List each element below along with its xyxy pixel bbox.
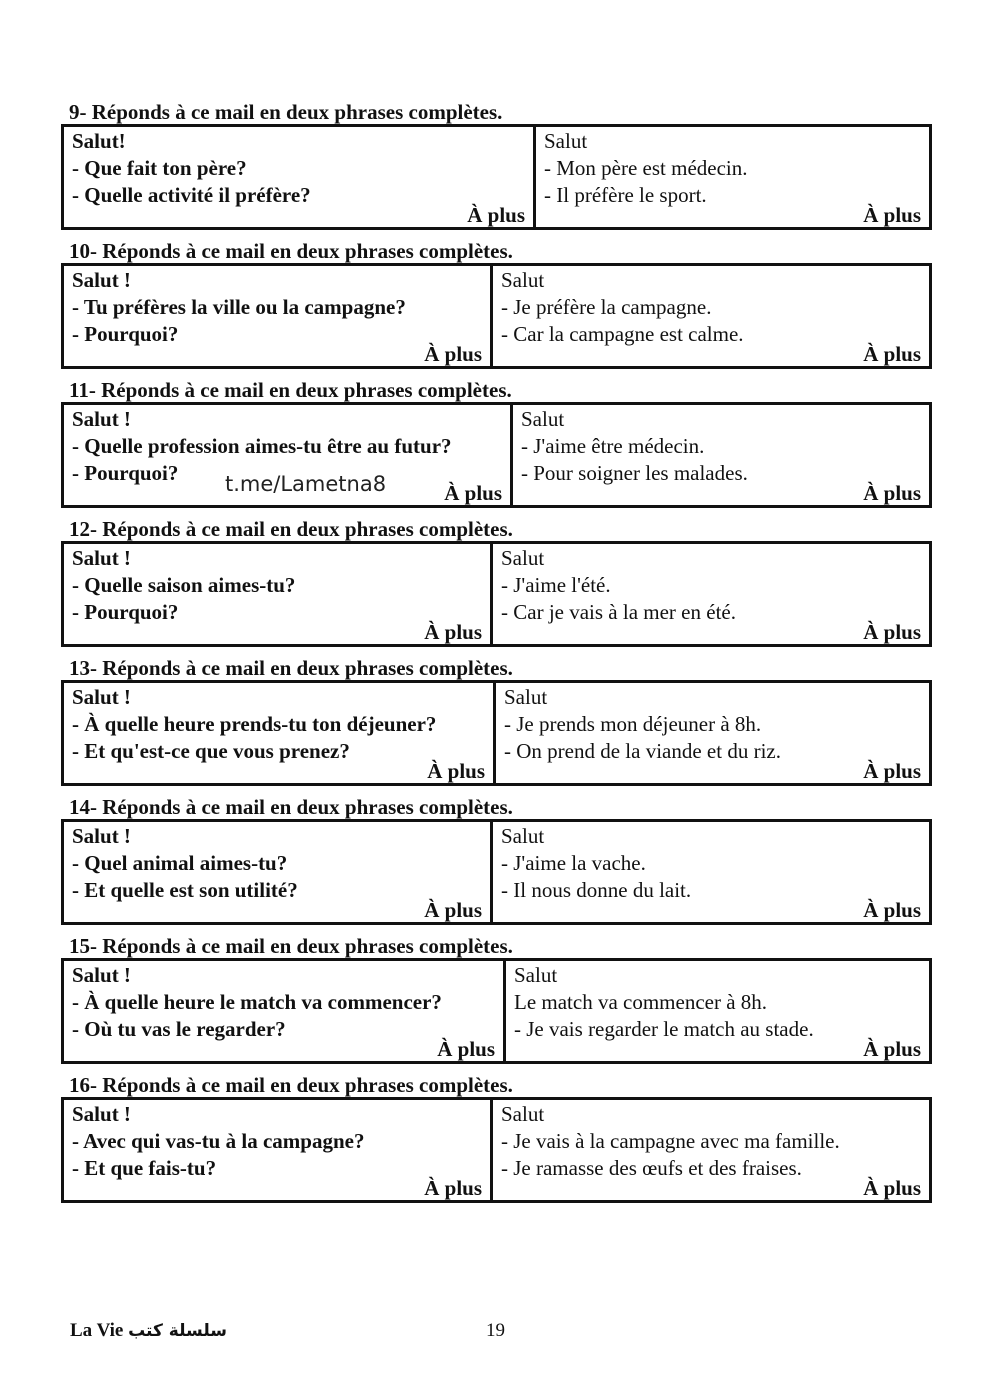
mail-closing: À plus bbox=[424, 620, 482, 644]
exercise-10 bbox=[61, 239, 932, 369]
exercise-16 bbox=[61, 1073, 932, 1203]
mail-greeting: Salut ! bbox=[72, 546, 131, 570]
mail-line: - Mon père est médecin. bbox=[544, 156, 748, 180]
mail-closing: À plus bbox=[424, 898, 482, 922]
question-mail bbox=[64, 127, 536, 227]
mail-closing: À plus bbox=[863, 898, 921, 922]
mail-line: - À quelle heure prends-tu ton déjeuner? bbox=[72, 712, 437, 736]
exercise-title: 11- Réponds à ce mail en deux phrases complètes. bbox=[69, 378, 512, 402]
mail-box bbox=[61, 1097, 932, 1203]
mail-box bbox=[61, 263, 932, 369]
answer-mail bbox=[493, 544, 929, 644]
footer-series bbox=[70, 1320, 227, 1342]
mail-greeting: Salut ! bbox=[72, 824, 131, 848]
mail-greeting: Salut bbox=[501, 546, 545, 570]
mail-greeting: Salut bbox=[501, 1102, 545, 1126]
page-number: 19 bbox=[486, 1320, 505, 1341]
mail-greeting: Salut bbox=[521, 407, 565, 431]
watermark-link: t.me/Lametna8 bbox=[225, 472, 387, 496]
mail-line: - Je prends mon déjeuner à 8h. bbox=[504, 712, 762, 736]
mail-line: - Il nous donne du lait. bbox=[501, 878, 692, 902]
mail-line: - Et que fais-tu? bbox=[72, 1156, 217, 1180]
answer-mail bbox=[493, 266, 929, 366]
mail-line: - Car je vais à la mer en été. bbox=[501, 600, 736, 624]
mail-greeting: Salut bbox=[501, 824, 545, 848]
mail-box bbox=[61, 402, 932, 508]
mail-greeting: Salut bbox=[504, 685, 548, 709]
exercise-15 bbox=[61, 934, 932, 1064]
exercise-11 bbox=[61, 378, 932, 508]
mail-box bbox=[61, 541, 932, 647]
question-mail bbox=[64, 544, 493, 644]
mail-line: - Il préfère le sport. bbox=[544, 183, 707, 207]
mail-line: - Je ramasse des œufs et des fraises. bbox=[501, 1156, 802, 1180]
answer-mail bbox=[493, 822, 929, 922]
mail-box bbox=[61, 958, 932, 1064]
mail-closing: À plus bbox=[863, 620, 921, 644]
answer-mail bbox=[493, 1100, 929, 1200]
exercise-title: 13- Réponds à ce mail en deux phrases complètes. bbox=[69, 656, 513, 680]
mail-closing: À plus bbox=[444, 481, 502, 505]
exercise-title: 12- Réponds à ce mail en deux phrases complètes. bbox=[69, 517, 513, 541]
mail-line: - Pour soigner les malades. bbox=[521, 461, 748, 485]
mail-closing: À plus bbox=[863, 759, 921, 783]
exercise-title: 9- Réponds à ce mail en deux phrases complètes. bbox=[69, 100, 503, 124]
mail-greeting: Salut ! bbox=[72, 1102, 131, 1126]
exercise-title: 10- Réponds à ce mail en deux phrases complètes. bbox=[69, 239, 513, 263]
mail-line: - Et quelle est son utilité? bbox=[72, 878, 298, 902]
question-mail bbox=[64, 822, 493, 922]
mail-line: - Quelle saison aimes-tu? bbox=[72, 573, 296, 597]
mail-line: - Car la campagne est calme. bbox=[501, 322, 744, 346]
exercise-9 bbox=[61, 100, 932, 230]
exercise-title: 16- Réponds à ce mail en deux phrases complètes. bbox=[69, 1073, 513, 1097]
mail-line: - J'aime être médecin. bbox=[521, 434, 705, 458]
mail-box bbox=[61, 124, 932, 230]
answer-mail bbox=[506, 961, 929, 1061]
exercise-13 bbox=[61, 656, 932, 786]
exercise-title: 14- Réponds à ce mail en deux phrases complètes. bbox=[69, 795, 513, 819]
question-mail bbox=[64, 1100, 493, 1200]
mail-closing: À plus bbox=[437, 1037, 495, 1061]
mail-closing: À plus bbox=[467, 203, 525, 227]
mail-line: - À quelle heure le match va commencer? bbox=[72, 990, 442, 1014]
mail-greeting: Salut ! bbox=[72, 407, 131, 431]
mail-line: - Quel animal aimes-tu? bbox=[72, 851, 288, 875]
mail-closing: À plus bbox=[427, 759, 485, 783]
mail-line: - Où tu vas le regarder? bbox=[72, 1017, 286, 1041]
mail-line: - Je préfère la campagne. bbox=[501, 295, 712, 319]
mail-closing: À plus bbox=[424, 342, 482, 366]
answer-mail bbox=[536, 127, 929, 227]
mail-line: - J'aime la vache. bbox=[501, 851, 646, 875]
mail-line: - Et qu'est-ce que vous prenez? bbox=[72, 739, 350, 763]
mail-line: - On prend de la viande et du riz. bbox=[504, 739, 781, 763]
series-label-arabic: سلسلة كتب bbox=[128, 1321, 228, 1341]
mail-line: - Quelle profession aimes-tu être au futur? bbox=[72, 434, 452, 458]
mail-greeting: Salut bbox=[544, 129, 588, 153]
mail-line: - Pourquoi? bbox=[72, 461, 179, 485]
exercise-12 bbox=[61, 517, 932, 647]
mail-greeting: Salut! bbox=[72, 129, 126, 153]
mail-box bbox=[61, 680, 932, 786]
mail-closing: À plus bbox=[863, 1037, 921, 1061]
series-name: La Vie bbox=[70, 1320, 124, 1341]
question-mail bbox=[64, 961, 506, 1061]
mail-line: - Je vais regarder le match au stade. bbox=[514, 1017, 814, 1041]
mail-line: - J'aime l'été. bbox=[501, 573, 611, 597]
mail-closing: À plus bbox=[863, 342, 921, 366]
mail-closing: À plus bbox=[863, 203, 921, 227]
exercise-title: 15- Réponds à ce mail en deux phrases complètes. bbox=[69, 934, 513, 958]
mail-line: - Que fait ton père? bbox=[72, 156, 247, 180]
mail-greeting: Salut ! bbox=[72, 268, 131, 292]
answer-mail bbox=[496, 683, 929, 783]
mail-line: - Pourquoi? bbox=[72, 322, 179, 346]
question-mail bbox=[64, 266, 493, 366]
mail-line: - Pourquoi? bbox=[72, 600, 179, 624]
mail-greeting: Salut bbox=[514, 963, 558, 987]
mail-line: - Tu préfères la ville ou la campagne? bbox=[72, 295, 406, 319]
mail-line: - Avec qui vas-tu à la campagne? bbox=[72, 1129, 365, 1153]
mail-line: - Quelle activité il préfère? bbox=[72, 183, 311, 207]
mail-box bbox=[61, 819, 932, 925]
exercise-14 bbox=[61, 795, 932, 925]
mail-closing: À plus bbox=[863, 1176, 921, 1200]
mail-line: - Je vais à la campagne avec ma famille. bbox=[501, 1129, 840, 1153]
mail-closing: À plus bbox=[424, 1176, 482, 1200]
mail-closing: À plus bbox=[863, 481, 921, 505]
question-mail bbox=[64, 683, 496, 783]
answer-mail bbox=[513, 405, 929, 505]
mail-greeting: Salut bbox=[501, 268, 545, 292]
mail-line: Le match va commencer à 8h. bbox=[514, 990, 768, 1014]
mail-greeting: Salut ! bbox=[72, 685, 131, 709]
mail-greeting: Salut ! bbox=[72, 963, 131, 987]
